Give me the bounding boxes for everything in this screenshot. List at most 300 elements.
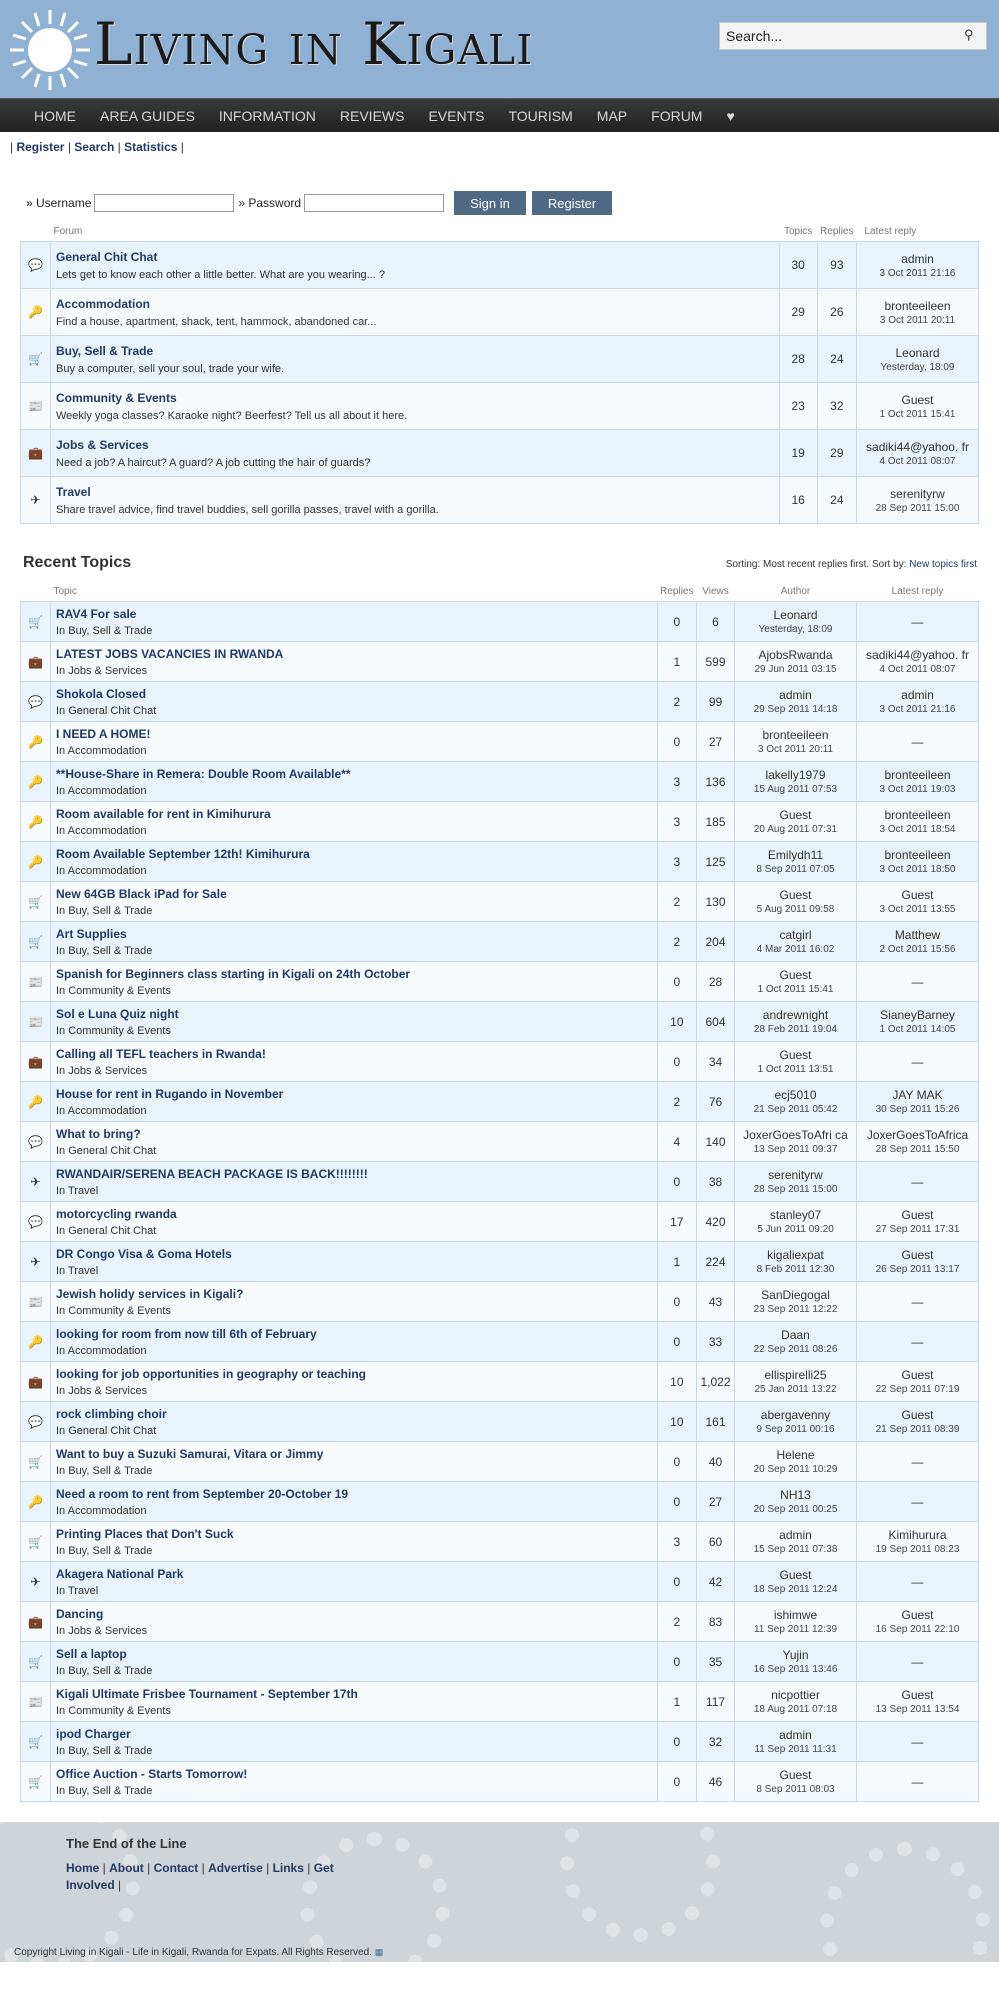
latest-reply-user: SianeyBarney — [880, 1008, 955, 1022]
topic-title-link[interactable]: Want to buy a Suzuki Samurai, Vitara or Jimmy — [56, 1446, 324, 1461]
search-input[interactable] — [720, 23, 960, 49]
latest-reply-user: bronteeileen — [884, 848, 951, 862]
latest-reply-date: 3 Oct 2011 19:03 — [879, 784, 956, 795]
topic-title-link[interactable]: DR Congo Visa & Goma Hotels — [56, 1246, 232, 1261]
topic-author: ecj5010 — [774, 1088, 817, 1102]
latest-reply-user: — — [911, 1454, 924, 1469]
topic-category: In Accommodation — [56, 824, 147, 837]
latest-reply-user: Guest — [901, 1608, 934, 1622]
latest-reply-user: Guest — [901, 1408, 934, 1422]
latest-reply-date: Yesterday, 18:09 — [880, 361, 955, 373]
latest-reply-date: 19 Sep 2011 08:23 — [875, 1544, 960, 1555]
bag-icon: 💼 — [28, 446, 43, 460]
forum-topic-count: 16 — [779, 477, 817, 524]
topic-reply-count: 3 — [657, 802, 696, 842]
search-icon[interactable]: ⚲ — [964, 27, 974, 42]
forum-reply-count: 26 — [817, 289, 856, 336]
latest-reply-date: 16 Sep 2011 22:10 — [875, 1624, 960, 1635]
topic-view-count: 38 — [697, 1162, 735, 1202]
topic-category: In Accommodation — [56, 1504, 147, 1517]
topic-row — [21, 1402, 979, 1442]
topic-view-count: 35 — [697, 1642, 735, 1682]
bag-icon: 💼 — [28, 1054, 43, 1069]
topic-category: In Travel — [56, 1584, 99, 1597]
topic-category: In General Chit Chat — [56, 704, 157, 717]
topic-author-date: 25 Jan 2011 13:22 — [754, 1384, 837, 1395]
recent-topics-header — [20, 524, 979, 582]
topic-author-date: 13 Sep 2011 09:37 — [753, 1144, 838, 1155]
topic-author-date: 15 Aug 2011 07:53 — [753, 784, 838, 795]
sort-controls — [726, 559, 977, 570]
key-icon: 🔑 — [28, 774, 43, 789]
topic-title-link[interactable]: ipod Charger — [56, 1726, 131, 1741]
topic-row — [21, 1482, 979, 1522]
latest-reply-user: Guest — [901, 1248, 934, 1262]
topic-reply-count: 10 — [657, 1002, 696, 1042]
topic-view-count: 125 — [697, 842, 735, 882]
topic-view-count: 130 — [697, 882, 735, 922]
topic-reply-count: 0 — [657, 1762, 696, 1802]
topic-author: admin — [779, 1728, 812, 1742]
topic-row — [21, 1162, 979, 1202]
topic-title-link[interactable]: Room available for rent in Kimihurura — [56, 806, 271, 821]
nav-item-map[interactable]: MAP — [596, 108, 628, 124]
news-icon: 📰 — [28, 974, 43, 989]
topic-author-date: 1 Oct 2011 15:41 — [757, 984, 834, 995]
topic-row — [21, 722, 979, 762]
topic-reply-count: 0 — [657, 1642, 696, 1682]
forum-reply-count: 29 — [817, 430, 856, 477]
search-box — [719, 22, 987, 50]
topic-title-link[interactable]: House for rent in Rugando in November — [56, 1086, 284, 1101]
topic-row — [21, 1002, 979, 1042]
topic-reply-count: 3 — [657, 842, 696, 882]
topic-title-link[interactable]: Office Auction - Starts Tomorrow! — [56, 1766, 248, 1781]
nav-item-events[interactable]: EVENTS — [428, 108, 485, 124]
topic-category: In Community & Events — [56, 1704, 171, 1717]
topic-row — [21, 922, 979, 962]
toplink-search[interactable]: Search — [74, 140, 115, 154]
latest-reply-date: 26 Sep 2011 13:17 — [875, 1264, 960, 1275]
latest-reply-date: 22 Sep 2011 07:19 — [875, 1384, 960, 1395]
topic-author-date: 28 Sep 2011 15:00 — [753, 1184, 838, 1195]
topic-author-date: 8 Sep 2011 07:05 — [756, 864, 835, 875]
topic-author-date: 3 Oct 2011 20:11 — [757, 744, 834, 755]
topic-title-link[interactable]: Art Supplies — [56, 926, 127, 941]
topic-category: In General Chit Chat — [56, 1424, 157, 1437]
topic-reply-count: 1 — [657, 642, 696, 682]
topic-author-date: 5 Jun 2011 09:20 — [757, 1224, 834, 1235]
copyright — [14, 1947, 383, 1958]
replies-col-header: Replies — [820, 226, 854, 237]
latest-reply-user: admin — [901, 251, 934, 266]
password-label: » Password — [238, 196, 302, 210]
topic-view-count: 28 — [697, 962, 735, 1002]
forum-row — [21, 430, 979, 477]
latest-reply-user: JAY MAK — [892, 1088, 943, 1102]
login-form — [0, 162, 999, 222]
plane-icon: ✈ — [30, 1574, 41, 1589]
topic-category: In Community & Events — [56, 984, 171, 997]
latest-reply-date: 3 Oct 2011 20:11 — [879, 314, 956, 326]
cart-icon: 🛒 — [28, 1774, 43, 1789]
latest-reply-date: 4 Oct 2011 08:07 — [879, 455, 956, 467]
latest-reply-date: 1 Oct 2011 15:41 — [879, 408, 956, 420]
topic-author: Guest — [779, 888, 812, 902]
topic-reply-count: 0 — [657, 602, 696, 642]
topic-reply-count: 1 — [657, 1682, 696, 1722]
forum-title-link[interactable]: General Chit Chat — [56, 249, 158, 264]
bag-icon: 💼 — [28, 1614, 43, 1629]
forum-row — [21, 289, 979, 336]
topic-category: In Buy, Sell & Trade — [56, 1744, 153, 1757]
topic-category: In Travel — [56, 1184, 99, 1197]
topic-reply-count: 2 — [657, 1602, 696, 1642]
topic-category: In Jobs & Services — [56, 664, 148, 677]
topic-category: In Accommodation — [56, 1104, 147, 1117]
forum-topic-count: 29 — [779, 289, 817, 336]
topic-category: In Buy, Sell & Trade — [56, 1664, 153, 1677]
topic-row — [21, 1202, 979, 1242]
forum-description: Lets get to know each other a little better. What are you wearing... ? — [56, 268, 385, 281]
latest-reply-date: 30 Sep 2011 15:26 — [875, 1104, 960, 1115]
topic-reply-count: 2 — [657, 922, 696, 962]
latest-reply-user: — — [911, 1574, 924, 1589]
topic-reply-count: 3 — [657, 1522, 696, 1562]
topic-row — [21, 1682, 979, 1722]
topic-title-link[interactable]: I NEED A HOME! — [56, 726, 151, 741]
toplink-register[interactable]: Register — [16, 140, 65, 154]
forum-topic-count: 23 — [779, 383, 817, 430]
topic-reply-count: 0 — [657, 1562, 696, 1602]
topic-view-count: 42 — [697, 1562, 735, 1602]
topic-view-count: 224 — [697, 1242, 735, 1282]
cart-icon: 🛒 — [28, 934, 43, 949]
forum-reply-count: 32 — [817, 383, 856, 430]
chat-icon: 💬 — [28, 1134, 43, 1149]
topic-view-count: 34 — [697, 1042, 735, 1082]
topic-title-link[interactable]: What to bring? — [56, 1126, 141, 1141]
topic-author-date: 22 Sep 2011 08:26 — [753, 1344, 838, 1355]
topic-author: Yujin — [782, 1648, 809, 1662]
topic-title-link[interactable]: Printing Places that Don't Suck — [56, 1526, 234, 1541]
forum-row — [21, 477, 979, 524]
topic-view-count: 46 — [697, 1762, 735, 1802]
topic-row — [21, 1442, 979, 1482]
topic-author-date: 11 Sep 2011 12:39 — [753, 1624, 838, 1635]
latest-reply-col-header: Latest reply — [891, 586, 944, 597]
topic-author: Guest — [779, 808, 812, 822]
forum-row — [21, 383, 979, 430]
topic-view-count: 204 — [697, 922, 735, 962]
topic-category: In Jobs & Services — [56, 1384, 148, 1397]
site-logo-text[interactable]: Living in Kigali — [94, 10, 534, 78]
nav-item-favorites[interactable]: ♥ — [726, 108, 735, 124]
latest-reply-date: 3 Oct 2011 21:16 — [879, 704, 956, 715]
topic-author-date: 20 Aug 2011 07:31 — [753, 824, 838, 835]
topic-row — [21, 1522, 979, 1562]
forum-row — [21, 336, 979, 383]
topic-col-header: Topic — [53, 586, 77, 597]
topic-category: In Accommodation — [56, 744, 147, 757]
topic-author-date: 23 Sep 2011 12:22 — [753, 1304, 838, 1315]
footer-link-home[interactable]: Home — [66, 1861, 100, 1875]
topic-row — [21, 1082, 979, 1122]
topic-row — [21, 1242, 979, 1282]
news-icon: 📰 — [28, 1014, 43, 1029]
topic-category: In Accommodation — [56, 864, 147, 877]
topic-author: Leonard — [773, 608, 818, 622]
topic-view-count: 60 — [697, 1522, 735, 1562]
footer-title: The End of the Line — [66, 1836, 187, 1851]
topic-reply-count: 10 — [657, 1402, 696, 1442]
topic-author-date: 18 Sep 2011 12:24 — [753, 1584, 838, 1595]
nav-item-reviews[interactable]: REVIEWS — [339, 108, 405, 124]
sun-logo-icon — [8, 8, 92, 92]
latest-reply-user: Guest — [901, 392, 934, 407]
latest-reply-user: — — [911, 1774, 924, 1789]
topic-title-link[interactable]: Need a room to rent from September 20-October 19 — [56, 1486, 349, 1501]
topic-title-link[interactable]: **House-Share in Remera: Double Room Available** — [56, 766, 351, 781]
topic-title-link[interactable]: rock climbing choir — [56, 1406, 167, 1421]
topic-view-count: 83 — [697, 1602, 735, 1642]
topic-title-link[interactable]: RWANDAIR/SERENA BEACH PACKAGE IS BACK!!!!!!!! — [56, 1166, 368, 1181]
latest-reply-date: 3 Oct 2011 21:16 — [879, 267, 956, 279]
forum-title-link[interactable]: Buy, Sell & Trade — [56, 343, 154, 358]
sign-in-button[interactable]: Sign in — [454, 191, 526, 215]
topic-category: In Jobs & Services — [56, 1624, 148, 1637]
topic-author: Emilydh11 — [767, 848, 824, 862]
topic-reply-count: 0 — [657, 1282, 696, 1322]
news-icon: 📰 — [28, 1694, 43, 1709]
topic-reply-count: 0 — [657, 1442, 696, 1482]
topic-author: lakelly1979 — [765, 768, 826, 782]
topic-author: Daan — [781, 1328, 810, 1342]
cart-icon: 🛒 — [28, 894, 43, 909]
topic-author-date: 18 Aug 2011 07:18 — [753, 1704, 838, 1715]
topic-author-date: 28 Feb 2011 19:04 — [753, 1024, 838, 1035]
key-icon: 🔑 — [28, 734, 43, 749]
topic-author: Helene — [776, 1448, 815, 1462]
topic-view-count: 599 — [697, 642, 735, 682]
latest-reply-user: — — [911, 974, 924, 989]
latest-reply-user: JoxerGoesToAfrica — [866, 1128, 969, 1142]
topic-author: andrewnight — [762, 1008, 829, 1022]
topic-title-link[interactable]: Kigali Ultimate Frisbee Tournament - September 17th — [56, 1686, 358, 1701]
topic-author: Guest — [779, 968, 812, 982]
topic-category: In Buy, Sell & Trade — [56, 944, 153, 957]
latest-reply-user: — — [911, 1294, 924, 1309]
topic-row — [21, 642, 979, 682]
topic-category: In Travel — [56, 1264, 99, 1277]
forum-reply-count: 24 — [817, 477, 856, 524]
topic-reply-count: 2 — [657, 682, 696, 722]
chat-icon: 💬 — [28, 258, 43, 272]
site-footer — [0, 1822, 999, 1962]
footer-sun-decoration — [560, 1822, 720, 1942]
password-input[interactable] — [304, 194, 444, 212]
topic-view-count: 1,022 — [697, 1362, 735, 1402]
latest-reply-user: bronteeileen — [884, 768, 951, 782]
topic-author-date: 1 Oct 2011 13:51 — [757, 1064, 834, 1075]
forum-list — [0, 222, 999, 1802]
forum-topic-count: 19 — [779, 430, 817, 477]
topic-title-link[interactable]: Sell a laptop — [56, 1646, 127, 1661]
topic-author-date: 8 Sep 2011 08:03 — [756, 1784, 835, 1795]
chat-icon: 💬 — [28, 694, 43, 709]
topic-reply-count: 0 — [657, 1042, 696, 1082]
topic-author: ishimwe — [773, 1608, 818, 1622]
latest-reply-user: serenityrw — [890, 486, 945, 501]
topic-title-link[interactable]: looking for job opportunities in geography or teaching — [56, 1366, 366, 1381]
views-col-header: Views — [702, 586, 729, 597]
topic-category: In Community & Events — [56, 1304, 171, 1317]
topic-author: stanley07 — [769, 1208, 822, 1222]
latest-reply-user: Matthew — [894, 928, 941, 942]
topic-category: In General Chit Chat — [56, 1224, 157, 1237]
key-icon: 🔑 — [28, 1094, 43, 1109]
topic-title-link[interactable]: Jewish holidy services in Kigali? — [56, 1286, 244, 1301]
footer-link-advertise[interactable]: Advertise — [208, 1861, 263, 1875]
topic-row — [21, 1282, 979, 1322]
username-input[interactable] — [94, 194, 234, 212]
topic-view-count: 27 — [697, 1482, 735, 1522]
topic-reply-count: 0 — [657, 1482, 696, 1522]
topic-title-link[interactable]: Shokola Closed — [56, 686, 147, 701]
topic-row — [21, 1722, 979, 1762]
topic-author: AjobsRwanda — [758, 648, 833, 662]
latest-reply-user: — — [911, 1494, 924, 1509]
topic-author: serenityrw — [768, 1168, 823, 1182]
toplink-statistics[interactable]: Statistics — [124, 140, 178, 154]
footer-link-about[interactable]: About — [109, 1861, 144, 1875]
topic-author: bronteeileen — [762, 728, 829, 742]
latest-reply-user: sadiki44@yahoo. fr — [866, 648, 969, 662]
bag-icon: 💼 — [28, 1374, 43, 1389]
topic-category: In Accommodation — [56, 784, 147, 797]
nav-item-forum[interactable]: FORUM — [651, 108, 703, 124]
topic-reply-count: 0 — [657, 1722, 696, 1762]
latest-reply-date: 2 Oct 2011 15:56 — [879, 944, 956, 955]
nav-item-area-guides[interactable]: AREA GUIDES — [100, 108, 195, 124]
topic-row — [21, 962, 979, 1002]
forum-reply-count: 93 — [817, 242, 856, 289]
topic-category: In Buy, Sell & Trade — [56, 904, 153, 917]
latest-reply-user: — — [911, 614, 924, 629]
topic-author: catgirl — [779, 928, 812, 942]
footer-link-get-involved[interactable]: Get Involved — [66, 1861, 334, 1892]
recent-topics-title: Recent Topics — [23, 554, 132, 571]
topic-author-date: 5 Aug 2011 09:58 — [756, 904, 835, 915]
topic-row — [21, 882, 979, 922]
topic-title-link[interactable]: RAV4 For sale — [56, 606, 137, 621]
topic-reply-count: 0 — [657, 962, 696, 1002]
topic-author-date: 20 Sep 2011 10:29 — [753, 1464, 838, 1475]
plane-icon: ✈ — [30, 1174, 41, 1189]
topic-reply-count: 2 — [657, 1082, 696, 1122]
nav-item-home[interactable]: HOME — [34, 108, 76, 124]
topic-category: In Jobs & Services — [56, 1064, 148, 1077]
topic-title-link[interactable]: looking for room from now till 6th of February — [56, 1326, 317, 1341]
topic-reply-count: 10 — [657, 1362, 696, 1402]
nav-item-tourism[interactable]: TOURISM — [508, 108, 573, 124]
topic-title-link[interactable]: Spanish for Beginners class starting in Kigali on 24th October — [56, 966, 411, 981]
topic-title-link[interactable]: motorcycling rwanda — [56, 1206, 177, 1221]
latest-reply-user: Kimihurura — [888, 1528, 947, 1542]
topic-reply-count: 4 — [657, 1122, 696, 1162]
topic-title-link[interactable]: Sol e Luna Quiz night — [56, 1006, 179, 1021]
forum-description: Buy a computer, sell your soul, trade your wife. — [56, 362, 285, 375]
cart-icon: 🛒 — [28, 1734, 43, 1749]
cart-icon: 🛒 — [28, 614, 43, 629]
topic-category: In Buy, Sell & Trade — [56, 1784, 153, 1797]
plane-icon: ✈ — [30, 493, 41, 507]
topic-view-count: 32 — [697, 1722, 735, 1762]
topic-category: In Community & Events — [56, 1024, 171, 1037]
topic-title-link[interactable]: Room Available September 12th! Kimihurura — [56, 846, 310, 861]
bag-icon: 💼 — [28, 654, 43, 669]
cart-icon: 🛒 — [28, 1654, 43, 1669]
key-icon: 🔑 — [28, 814, 43, 829]
footer-sun-decoration — [300, 1832, 450, 1962]
replies-col-header: Replies — [660, 586, 694, 597]
latest-reply-user: Leonard — [895, 345, 940, 360]
small-logo-icon: ▦ — [374, 1947, 384, 1957]
topic-author: ellispirelli25 — [764, 1368, 827, 1382]
forum-title-link[interactable]: Travel — [56, 484, 91, 499]
key-icon: 🔑 — [28, 305, 43, 319]
sort-new-topics-link[interactable]: New topics first — [909, 559, 977, 570]
chat-icon: 💬 — [28, 1214, 43, 1229]
topic-author-date: 20 Sep 2011 00:25 — [753, 1504, 838, 1515]
topic-view-count: 33 — [697, 1322, 735, 1362]
topic-title-link[interactable]: Dancing — [56, 1606, 104, 1621]
topic-title-link[interactable]: Akagera National Park — [56, 1566, 184, 1581]
topic-view-count: 99 — [697, 682, 735, 722]
topic-category: In Accommodation — [56, 1344, 147, 1357]
nav-item-information[interactable]: INFORMATION — [218, 108, 316, 124]
topic-view-count: 76 — [697, 1082, 735, 1122]
topic-title-link[interactable]: LATEST JOBS VACANCIES IN RWANDA — [56, 646, 284, 661]
topic-author: abergavenny — [760, 1408, 831, 1422]
topic-title-link[interactable]: Calling all TEFL teachers in Rwanda! — [56, 1046, 266, 1061]
register-button[interactable]: Register — [532, 191, 612, 215]
footer-link-contact[interactable]: Contact — [153, 1861, 199, 1875]
main-nav — [0, 98, 999, 132]
footer-link-links[interactable]: Links — [272, 1861, 304, 1875]
latest-reply-user: Guest — [901, 1688, 934, 1702]
topic-author: Guest — [779, 1568, 812, 1582]
latest-reply-date: 3 Oct 2011 18:50 — [879, 864, 956, 875]
forum-topic-count: 28 — [779, 336, 817, 383]
copyright-text: Copyright Living in Kigali - Life in Kigali, Rwanda for Expats. All Rights Reserved. — [14, 1947, 372, 1958]
forum-title-link[interactable]: Accommodation — [56, 296, 151, 311]
key-icon: 🔑 — [28, 854, 43, 869]
plane-icon: ✈ — [30, 1254, 41, 1269]
latest-reply-date: 21 Sep 2011 08:39 — [875, 1424, 960, 1435]
latest-reply-user: — — [911, 1054, 924, 1069]
forum-title-link[interactable]: Jobs & Services — [56, 437, 149, 452]
news-icon: 📰 — [28, 399, 43, 413]
key-icon: 🔑 — [28, 1494, 43, 1509]
topic-title-link[interactable]: New 64GB Black iPad for Sale — [56, 886, 227, 901]
forum-title-link[interactable]: Community & Events — [56, 390, 177, 405]
latest-reply-date: 4 Oct 2011 08:07 — [879, 664, 956, 675]
footer-links: Home | About | Contact | Advertise | Links | Get Involved | — [66, 1861, 334, 1892]
topic-row — [21, 1642, 979, 1682]
topic-view-count: 27 — [697, 722, 735, 762]
top-links: | Register | Search | Statistics | — [10, 140, 184, 154]
